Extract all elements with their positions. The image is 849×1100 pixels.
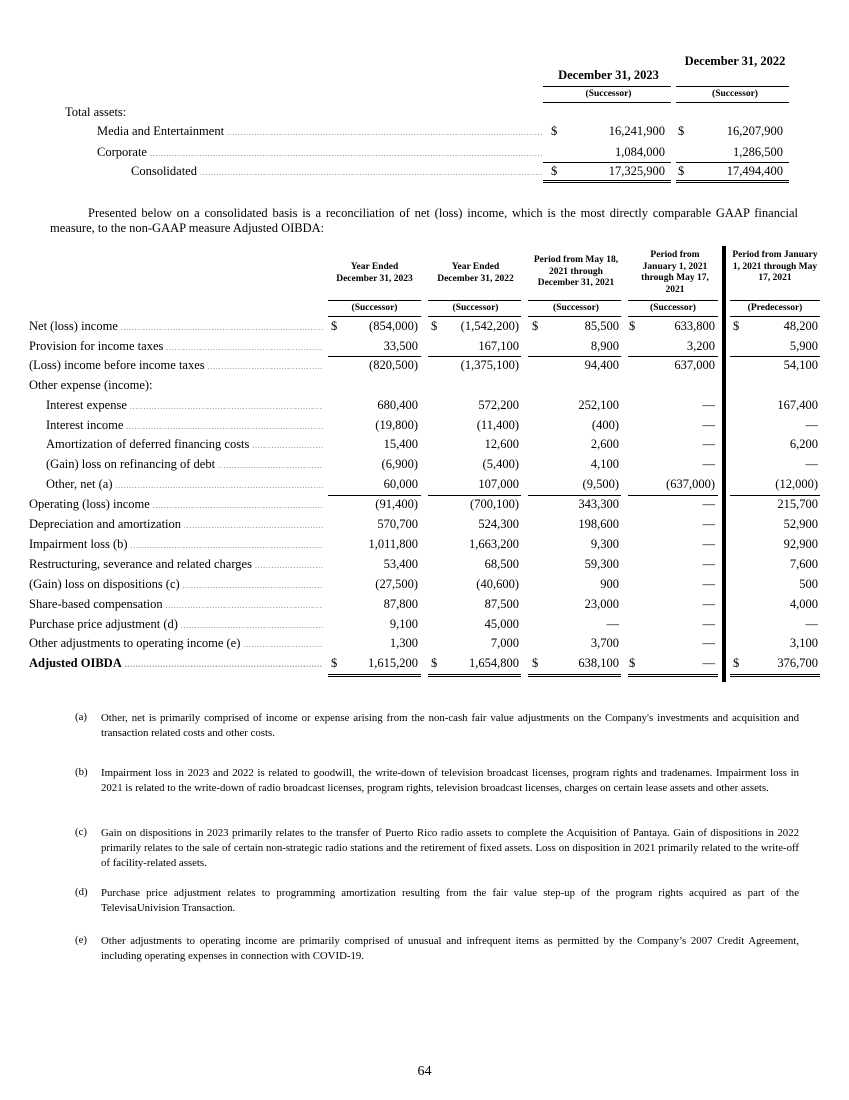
row-label: (Gain) loss on dispositions (c) ..... bbox=[29, 577, 323, 592]
col-subheader: (Successor) bbox=[553, 303, 599, 313]
predecessor-divider bbox=[722, 246, 726, 682]
cell-value: — bbox=[702, 617, 715, 631]
cell-value: 343,300 bbox=[578, 497, 619, 511]
cell-value: 1,011,800 bbox=[368, 537, 418, 551]
assets-value: 16,207,900 bbox=[726, 124, 783, 138]
dollar-sign: $ bbox=[532, 319, 539, 333]
dollar-sign: $ bbox=[629, 319, 636, 333]
cell-value: (400) bbox=[591, 418, 619, 432]
cell-value: (1,375,100) bbox=[460, 358, 519, 372]
row-label: Adjusted OIBDA ..... bbox=[29, 656, 323, 671]
dollar-sign: $ bbox=[551, 164, 558, 178]
assets-value: 1,286,500 bbox=[733, 145, 783, 159]
row-label: Interest income ..... bbox=[46, 418, 323, 433]
cell-value: 1,300 bbox=[389, 636, 418, 650]
cell-value: 92,900 bbox=[783, 537, 818, 551]
assets-row-label: Media and Entertainment ..... bbox=[97, 124, 542, 139]
cell-value: — bbox=[702, 557, 715, 571]
cell-value: 60,000 bbox=[383, 477, 418, 491]
row-label: Interest expense ..... bbox=[46, 398, 323, 413]
cell-value: 23,000 bbox=[584, 597, 619, 611]
row-label: Net (loss) income ..... bbox=[29, 319, 323, 334]
row-label: Purchase price adjustment (d) ..... bbox=[29, 617, 323, 632]
cell-value: 7,000 bbox=[490, 636, 519, 650]
cell-value: 524,300 bbox=[478, 517, 519, 531]
cell-value: (91,400) bbox=[375, 497, 418, 511]
cell-value: 252,100 bbox=[578, 398, 619, 412]
cell-value: 570,700 bbox=[377, 517, 418, 531]
cell-value: — bbox=[702, 418, 715, 432]
col-header: Period from January 1, 2021 through May 17, 2021 bbox=[641, 250, 709, 295]
dollar-sign: $ bbox=[629, 656, 636, 670]
cell-value: 8,900 bbox=[590, 339, 619, 353]
cell-value: (6,900) bbox=[381, 457, 418, 471]
cell-value: 3,100 bbox=[789, 636, 818, 650]
assets-value: 17,325,900 bbox=[608, 164, 665, 178]
intro-paragraph: Presented below on a consolidated basis is a reconciliation of net (loss) income, which is the most directly comparable GAAP financial measure, to the non-GAAP measure Adjusted OIBDA: bbox=[50, 206, 798, 235]
dollar-sign: $ bbox=[733, 656, 740, 670]
row-label: Amortization of deferred financing costs ..... bbox=[46, 437, 323, 452]
cell-value: 15,400 bbox=[383, 437, 418, 451]
cell-value: (19,800) bbox=[375, 418, 418, 432]
cell-value: (1,542,200) bbox=[460, 319, 519, 333]
assets-row-label: Consolidated ..... bbox=[131, 164, 542, 179]
dollar-sign: $ bbox=[532, 656, 539, 670]
cell-value: — bbox=[606, 617, 619, 631]
cell-value: 5,900 bbox=[789, 339, 818, 353]
cell-value: 87,800 bbox=[383, 597, 418, 611]
cell-value: 198,600 bbox=[578, 517, 619, 531]
cell-value: — bbox=[805, 457, 818, 471]
cell-value: (854,000) bbox=[369, 319, 418, 333]
col-subheader: (Successor) bbox=[650, 303, 696, 313]
cell-value: 2,600 bbox=[590, 437, 619, 451]
cell-value: 107,000 bbox=[478, 477, 519, 491]
cell-value: 3,200 bbox=[686, 339, 715, 353]
cell-value: — bbox=[702, 636, 715, 650]
cell-value: — bbox=[702, 577, 715, 591]
assets-row-label: Corporate ..... bbox=[97, 145, 542, 160]
col-header: Period from May 18, 2021 through December 31, 2021 bbox=[533, 255, 619, 288]
cell-value: 637,000 bbox=[674, 358, 715, 372]
cell-value: — bbox=[702, 497, 715, 511]
cell-value: — bbox=[702, 537, 715, 551]
row-label: Impairment loss (b) ..... bbox=[29, 537, 323, 552]
footnote-key: (e) bbox=[75, 934, 87, 946]
cell-value: 4,000 bbox=[789, 597, 818, 611]
dollar-sign: $ bbox=[733, 319, 740, 333]
col-header: Period from January 1, 2021 through May 17, 2021 bbox=[732, 250, 818, 283]
cell-value: 215,700 bbox=[777, 497, 818, 511]
row-label: Operating (loss) income ..... bbox=[29, 497, 323, 512]
dollar-sign: $ bbox=[331, 319, 338, 333]
footnote-text: Other adjustments to operating income are primarily comprised of unusual and infrequent items as permitted by the Company’s 2007 Credit Agreement, including operating expenses in connection with COVID-19. bbox=[101, 935, 799, 962]
cell-value: 33,500 bbox=[383, 339, 418, 353]
cell-value: 167,400 bbox=[777, 398, 818, 412]
cell-value: 4,100 bbox=[590, 457, 619, 471]
col-subheader: (Successor) bbox=[452, 303, 499, 313]
cell-value: 53,400 bbox=[383, 557, 418, 571]
footnote-text: Other, net is primarily comprised of income or expense arising from the non-cash fair value adjustments on the Company's investments and acquisition and transaction related costs and other costs. bbox=[101, 712, 799, 739]
cell-value: 6,200 bbox=[789, 437, 818, 451]
row-label: Provision for income taxes ..... bbox=[29, 339, 323, 354]
total-assets-label: Total assets: bbox=[65, 105, 127, 119]
cell-value: 167,100 bbox=[478, 339, 519, 353]
cell-value: — bbox=[702, 457, 715, 471]
dollar-sign: $ bbox=[551, 124, 558, 138]
cell-value: 45,000 bbox=[484, 617, 519, 631]
cell-value: — bbox=[702, 437, 715, 451]
cell-value: 68,500 bbox=[484, 557, 519, 571]
assets-col-subheader-2023: (Successor) bbox=[585, 89, 632, 99]
cell-value: 87,500 bbox=[484, 597, 519, 611]
cell-value: — bbox=[702, 656, 715, 670]
cell-value: 94,400 bbox=[584, 358, 619, 372]
cell-value: 572,200 bbox=[478, 398, 519, 412]
footnote-key: (a) bbox=[75, 711, 87, 723]
assets-value: 16,241,900 bbox=[608, 124, 665, 138]
cell-value: 633,800 bbox=[674, 319, 715, 333]
footnote-key: (c) bbox=[75, 826, 87, 838]
dollar-sign: $ bbox=[431, 656, 438, 670]
dollar-sign: $ bbox=[331, 656, 338, 670]
assets-value: 1,084,000 bbox=[615, 145, 665, 159]
col-subheader: (Successor) bbox=[351, 303, 398, 313]
assets-col-header-2022: December 31, 2022 bbox=[684, 54, 786, 68]
cell-value: 52,900 bbox=[783, 517, 818, 531]
row-label: Depreciation and amortization ..... bbox=[29, 517, 323, 532]
cell-value: 638,100 bbox=[578, 656, 619, 670]
cell-value: (11,400) bbox=[476, 418, 519, 432]
row-label: Share-based compensation ..... bbox=[29, 597, 323, 612]
cell-value: 680,400 bbox=[377, 398, 418, 412]
footnote-text: Impairment loss in 2023 and 2022 is related to goodwill, the write-down of television broadcast licenses, program rights and tradenames. Impairment loss in 2021 is related to the write-down of radio broadcast licenses, program rights, television broadcast licenses, charges on certain lease assets and other assets. bbox=[101, 767, 799, 794]
cell-value: — bbox=[702, 398, 715, 412]
col-header: Year Ended December 31, 2022 bbox=[437, 262, 514, 284]
row-label: Other adjustments to operating income (e) ..... bbox=[29, 636, 323, 651]
dollar-sign: $ bbox=[678, 124, 685, 138]
footnote-text: Purchase price adjustment relates to programming amortization resulting from the fair value step-up of the program rights acquired as part of the TelevisaUnivision Transaction. bbox=[101, 887, 799, 914]
cell-value: (820,500) bbox=[369, 358, 418, 372]
cell-value: 9,300 bbox=[590, 537, 619, 551]
cell-value: 376,700 bbox=[777, 656, 818, 670]
page-number: 64 bbox=[417, 1064, 432, 1079]
cell-value: 59,300 bbox=[584, 557, 619, 571]
cell-value: 12,600 bbox=[484, 437, 519, 451]
cell-value: 1,663,200 bbox=[469, 537, 519, 551]
cell-value: 3,700 bbox=[590, 636, 619, 650]
cell-value: 900 bbox=[600, 577, 619, 591]
cell-value: (5,400) bbox=[482, 457, 519, 471]
cell-value: (12,000) bbox=[775, 477, 818, 491]
cell-value: — bbox=[805, 617, 818, 631]
cell-value: — bbox=[702, 597, 715, 611]
assets-value: 17,494,400 bbox=[726, 164, 783, 178]
col-subheader: (Predecessor) bbox=[747, 303, 803, 313]
cell-value: (637,000) bbox=[666, 477, 715, 491]
cell-value: (40,600) bbox=[476, 577, 519, 591]
row-label: (Gain) loss on refinancing of debt ..... bbox=[46, 457, 323, 472]
row-label: Other, net (a) ..... bbox=[46, 477, 323, 492]
cell-value: 1,654,800 bbox=[469, 656, 519, 670]
cell-value: (27,500) bbox=[375, 577, 418, 591]
footnote-text: Gain on dispositions in 2023 primarily relates to the transfer of Puerto Rico radio assets to complete the Acquisition of Pantaya. Gain of dispositions in 2022 primarily relates to the sale of certain non-strategic radio stations and the retirement of fixed assets. Loss on disposition in 2021 primarily related to the write-off of facility-related assets. bbox=[101, 827, 799, 869]
cell-value: 500 bbox=[799, 577, 818, 591]
footnote-key: (b) bbox=[75, 766, 88, 778]
row-label: (Loss) income before income taxes ..... bbox=[29, 358, 323, 373]
col-header: Year Ended December 31, 2023 bbox=[336, 262, 413, 284]
cell-value: — bbox=[805, 418, 818, 432]
cell-value: 9,100 bbox=[389, 617, 418, 631]
cell-value: 7,600 bbox=[789, 557, 818, 571]
cell-value: — bbox=[702, 517, 715, 531]
cell-value: 85,500 bbox=[584, 319, 619, 333]
dollar-sign: $ bbox=[431, 319, 438, 333]
dollar-sign: $ bbox=[678, 164, 685, 178]
cell-value: (9,500) bbox=[582, 477, 619, 491]
assets-col-subheader-2022: (Successor) bbox=[712, 89, 758, 99]
cell-value: 54,100 bbox=[783, 358, 818, 372]
row-label: Other expense (income): bbox=[29, 378, 153, 392]
row-label: Restructuring, severance and related charges ..... bbox=[29, 557, 323, 572]
cell-value: 48,200 bbox=[783, 319, 818, 333]
cell-value: (700,100) bbox=[470, 497, 519, 511]
footnote-key: (d) bbox=[75, 886, 88, 898]
assets-col-header-2023: December 31, 2023 bbox=[558, 68, 659, 82]
cell-value: 1,615,200 bbox=[368, 656, 418, 670]
